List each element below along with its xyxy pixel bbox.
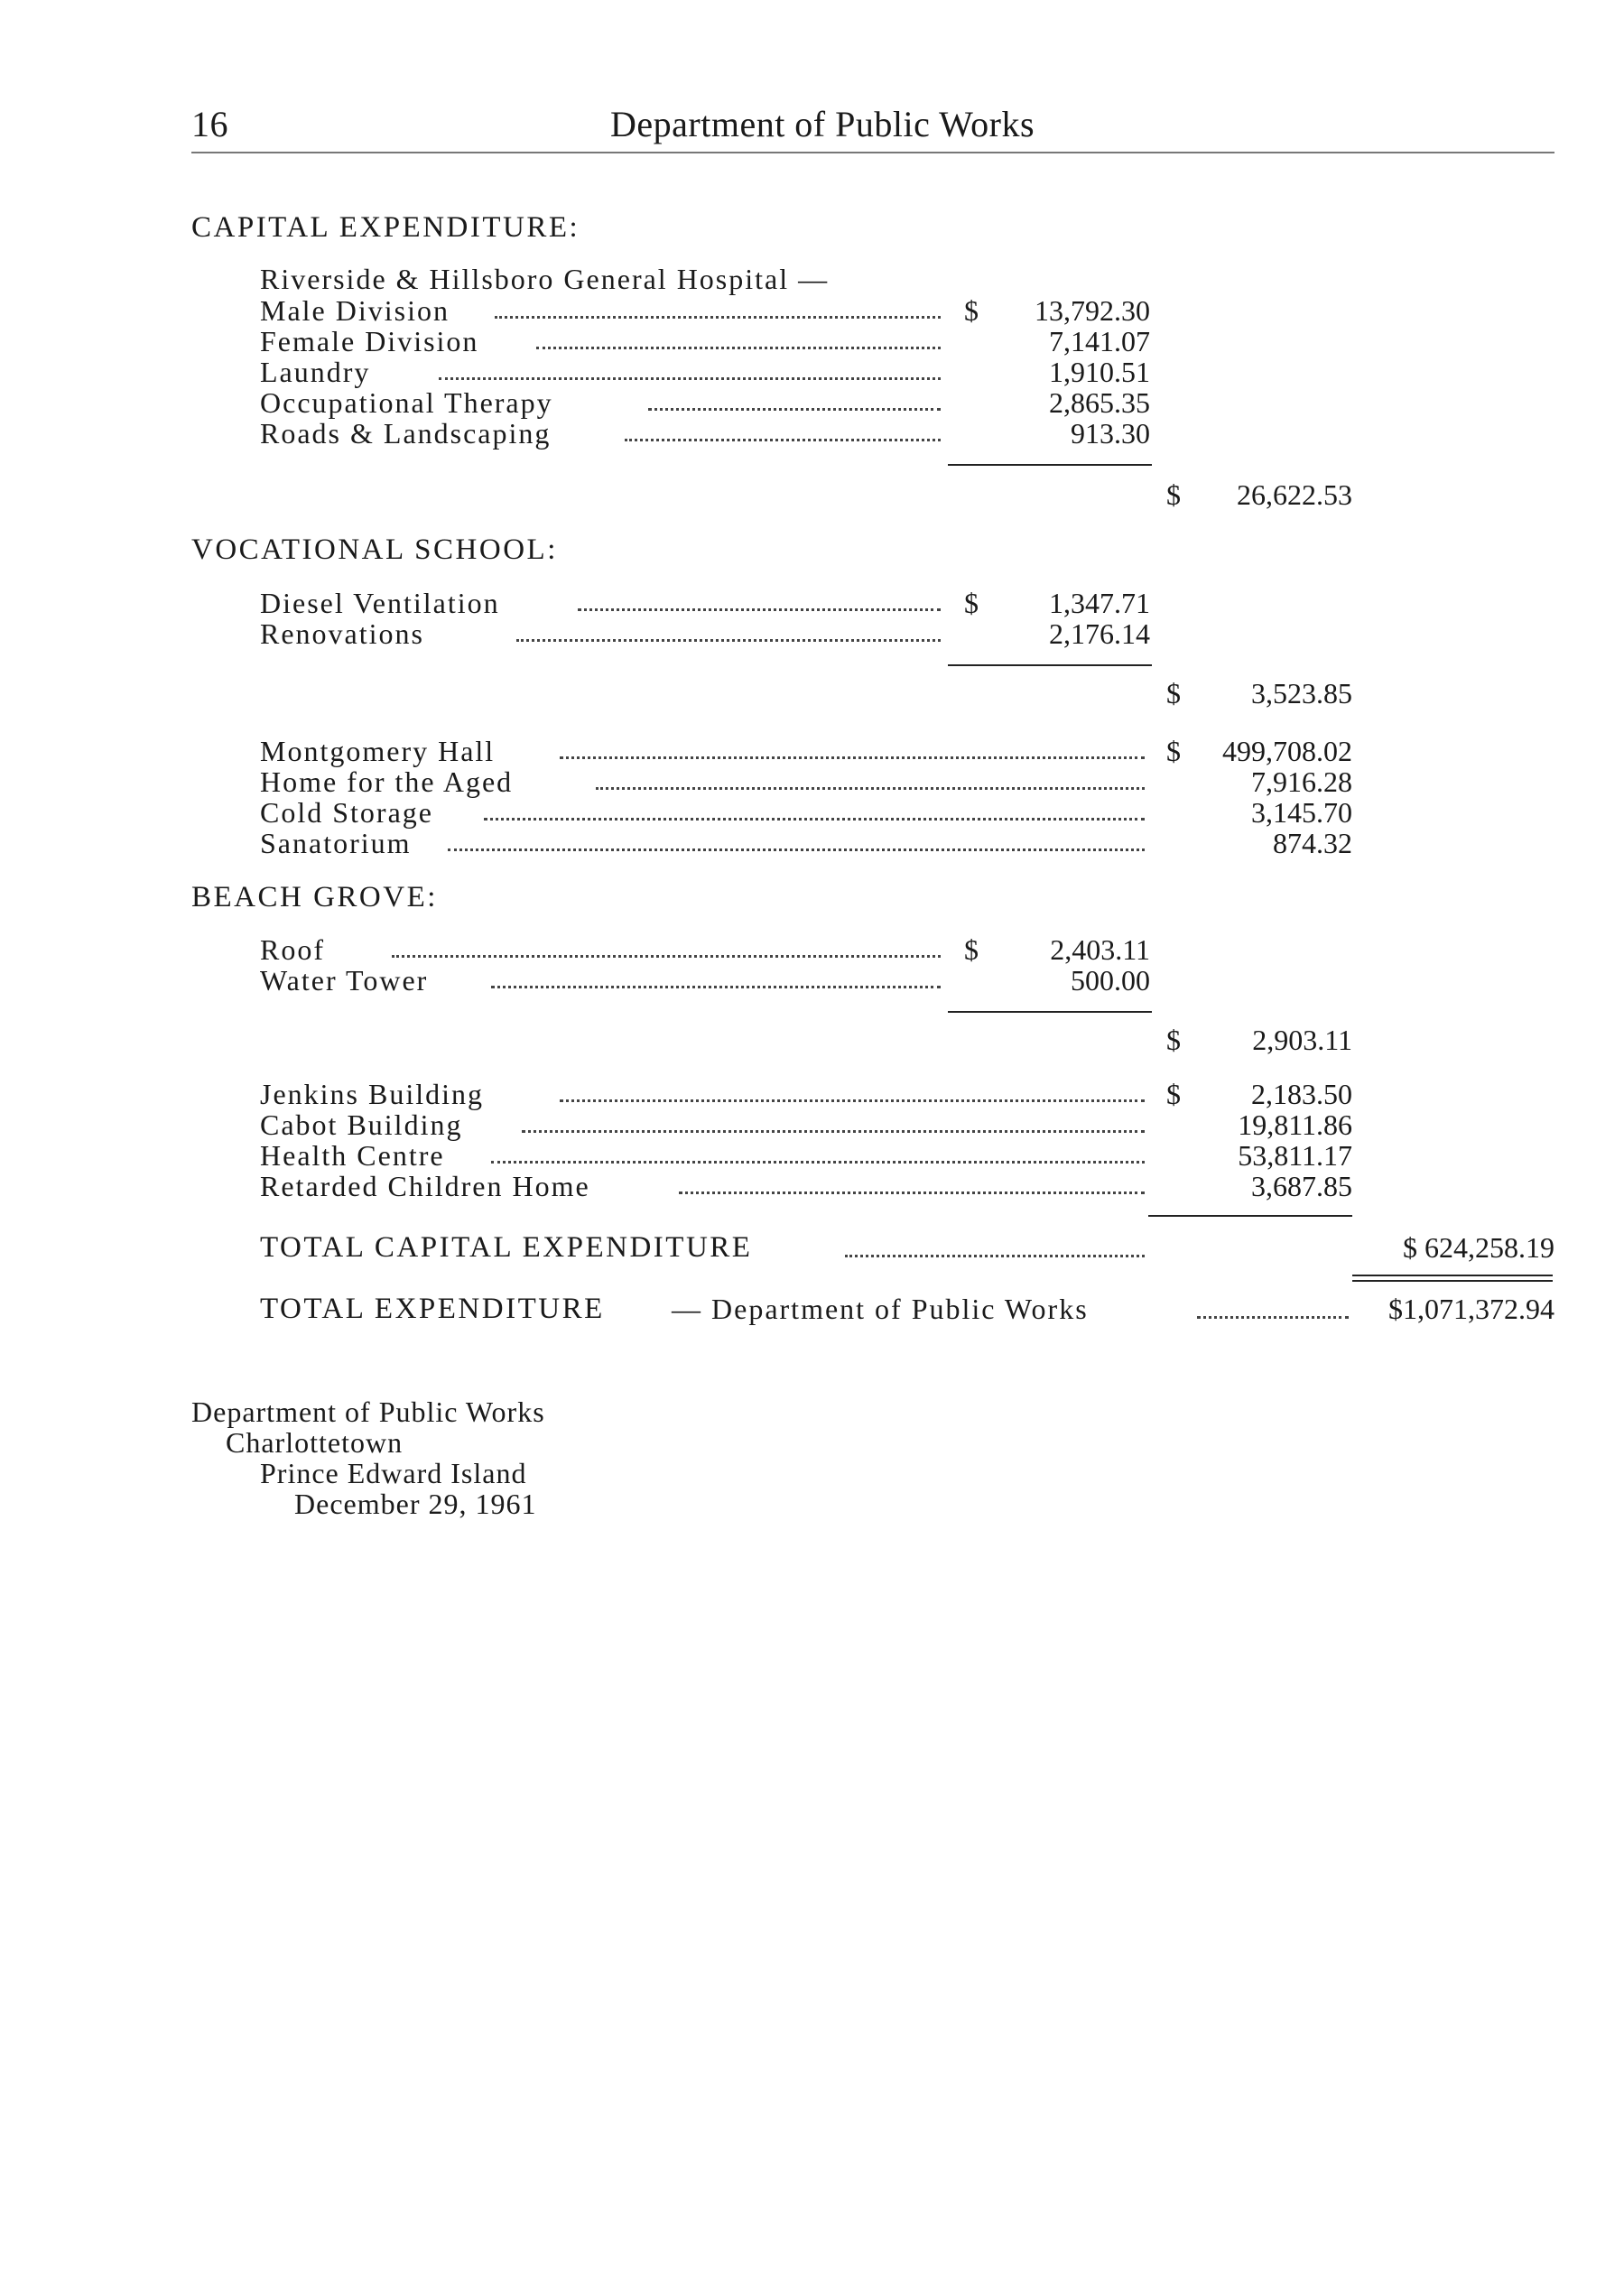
total-capital-label: TOTAL CAPITAL EXPENDITURE — [260, 1231, 753, 1264]
beach-subtotal: 2,903.11 — [1252, 1024, 1352, 1056]
signature-line-2: Charlottetown — [226, 1426, 404, 1459]
capital-subtotal-currency: $ — [1166, 478, 1181, 511]
total-capital-amount: $ 624,258.19 — [1403, 1231, 1554, 1264]
signature-line-1: Department of Public Works — [191, 1395, 545, 1428]
page-number: 16 — [191, 104, 228, 144]
section-heading-beach: BEACH GROVE: — [191, 881, 438, 913]
section-heading-vocational: VOCATIONAL SCHOOL: — [191, 533, 558, 566]
vocational-subtotal-currency: $ — [1166, 677, 1181, 709]
hospital-label: Riverside & Hillsboro General Hospital — — [260, 263, 830, 295]
capital-subtotal: 26,622.53 — [1237, 478, 1352, 511]
total-rule-1 — [1352, 1275, 1553, 1276]
signature-line-4: December 29, 1961 — [294, 1488, 537, 1520]
header-rule — [191, 152, 1554, 153]
signature-line-3: Prince Edward Island — [260, 1457, 527, 1489]
vocational-subtotal-rule — [948, 664, 1152, 666]
total-expenditure-label: TOTAL EXPENDITURE — [260, 1293, 605, 1325]
page-title: Department of Public Works — [610, 104, 1035, 144]
beach-subtotal-rule — [948, 1011, 1152, 1013]
total-rule-2 — [1352, 1280, 1553, 1282]
beach-subtotal-currency: $ — [1166, 1024, 1181, 1056]
vocational-subtotal: 3,523.85 — [1251, 677, 1352, 709]
section-heading-capital: CAPITAL EXPENDITURE: — [191, 211, 580, 244]
group2-rule — [1148, 1215, 1352, 1217]
total-expenditure-label-rest: — Department of Public Works — [672, 1293, 1089, 1325]
total-expenditure-amount: $1,071,372.94 — [1388, 1293, 1554, 1325]
capital-subtotal-rule — [948, 464, 1152, 466]
